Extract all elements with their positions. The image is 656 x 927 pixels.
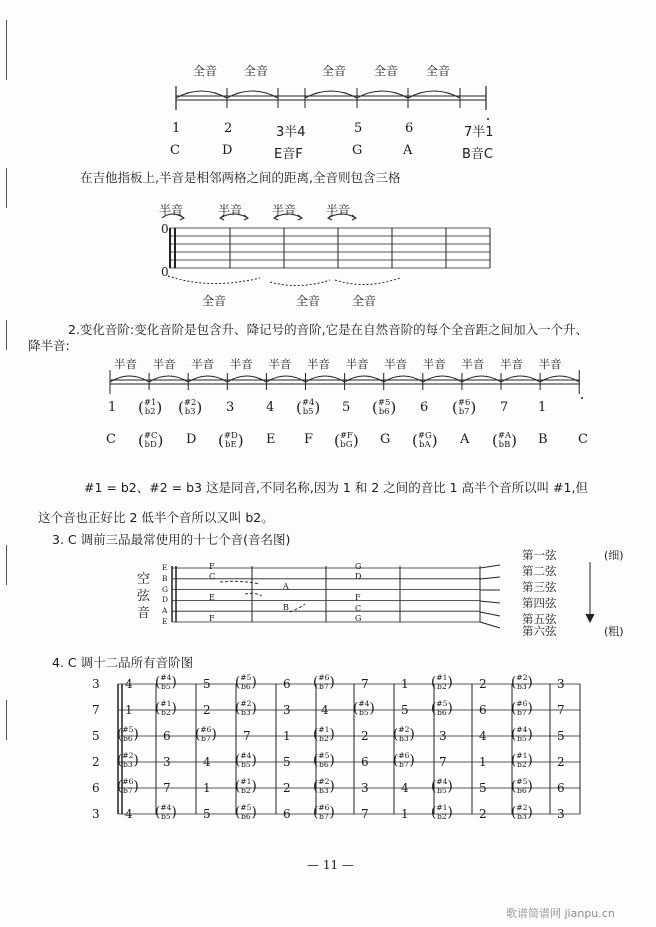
fret-cell: 3 <box>283 703 291 717</box>
fret-cell: 1 <box>203 781 211 795</box>
fret-cell: ( #5 b6 ) <box>313 751 335 769</box>
fret-cell: 2 <box>479 807 487 821</box>
scale-number: 6 <box>405 121 414 136</box>
open-string-number: 5 <box>92 729 100 743</box>
chromatic-note: C <box>578 432 588 447</box>
chromatic-number: ( #4 b5 ) <box>296 397 321 417</box>
string-name-6: 第六弦 <box>522 624 557 638</box>
fret-cell: 6 <box>283 677 291 691</box>
open-string-number: 7 <box>92 703 100 717</box>
chromatic-note: C <box>106 432 116 447</box>
fret-cell: ( #2 b3 ) <box>235 699 257 717</box>
fret-cell: ( #2 b3 ) <box>511 673 533 691</box>
fret-cell: ( #1 b2 ) <box>511 751 533 769</box>
half-label: 半音 <box>272 203 297 217</box>
open-string-number: 3 <box>92 807 100 821</box>
string-name-3: 第三弦 <box>522 580 557 594</box>
fret-cell: ( #2 b3 ) <box>511 803 533 821</box>
fret-cell: ( #1 b2 ) <box>155 699 177 717</box>
chromatic-note: ( #D bE ) <box>218 430 244 450</box>
chromatic-note: ( #G bA ) <box>412 430 438 450</box>
string-name-5: 第五弦 <box>522 612 557 626</box>
fret-cell: 4 <box>125 677 133 691</box>
note-name: A <box>403 143 413 158</box>
half-label: 半音 <box>422 357 446 371</box>
binding-mark <box>6 168 7 208</box>
fret-cell: 5 <box>557 729 565 743</box>
fret-note: C <box>209 572 216 581</box>
side-label: 弦 <box>137 589 151 604</box>
note-name: E音F <box>274 147 303 162</box>
chromatic-number: 1 <box>108 400 117 415</box>
scale-number: 7半1 <box>464 125 494 140</box>
fret-cell: 1 <box>479 755 487 769</box>
open-string-note: E <box>162 563 168 572</box>
string-name-1: 第一弦 <box>522 548 557 562</box>
chromatic-number: ( #1 b2 ) <box>138 397 163 417</box>
fret-cell: 5 <box>203 807 211 821</box>
open-string-note: G <box>162 584 168 594</box>
half-label: 半音 <box>345 357 369 371</box>
note-name: G <box>352 143 363 158</box>
open-string-note: D <box>162 595 169 605</box>
fret-cell: ( #4 b5 ) <box>235 751 257 769</box>
chromatic-number: ( #6 b7 ) <box>452 397 477 417</box>
fret-cell: 3 <box>557 677 565 691</box>
fret-cell: 2 <box>283 781 291 795</box>
chromatic-staff <box>106 368 586 398</box>
fret-cell: ( #4 b5 ) <box>155 673 177 691</box>
fret-cell: ( #4 b5 ) <box>511 725 533 743</box>
fret-cell: 2 <box>479 677 487 691</box>
fret-cell: ( #6 b7 ) <box>195 725 217 743</box>
fret-cell: 4 <box>401 781 409 795</box>
fret-cell: ( #5 b6 ) <box>235 803 257 821</box>
fret-note: A <box>283 582 289 591</box>
chromatic-number: 7 <box>500 400 509 415</box>
chromatic-note: B <box>538 432 548 447</box>
high-dot <box>487 118 489 120</box>
chromatic-note: A <box>460 432 470 447</box>
whole-label: 全音 <box>426 64 451 78</box>
fret-cell: 7 <box>557 703 565 717</box>
whole-label: 全音 <box>374 64 399 78</box>
fret-cell: 6 <box>361 755 369 769</box>
fret-cell: ( #6 b7 ) <box>511 699 533 717</box>
fret-cell: ( #5 b6 ) <box>431 699 453 717</box>
whole-tone-staff <box>170 78 490 118</box>
chromatic-note: ( #C bD ) <box>138 430 164 450</box>
whole-label: 全音 <box>193 64 218 78</box>
whole-label: 全音 <box>296 294 321 308</box>
fret-cell: 2 <box>203 703 211 717</box>
half-label: 半音 <box>461 357 485 371</box>
chromatic-number: 3 <box>226 400 235 415</box>
fret-note: D <box>355 572 362 581</box>
half-label: 半音 <box>191 357 215 371</box>
scale-number: 2 <box>224 121 233 136</box>
fret-note: F <box>209 562 215 571</box>
whole-label: 全音 <box>244 64 269 78</box>
page-number: — 11 — <box>307 858 354 872</box>
fretboard-explanation: 在吉他指板上,半音是相邻两格之间的距离,全音则包含三格 <box>80 170 401 185</box>
open-string-note: B <box>162 573 168 583</box>
fret-cell: 7 <box>361 807 369 821</box>
half-label: 半音 <box>538 357 562 371</box>
half-label: 半音 <box>326 203 351 217</box>
chromatic-number: 5 <box>342 400 351 415</box>
fret-cell: 7 <box>361 677 369 691</box>
fret-cell: 2 <box>557 755 565 769</box>
zero-label: 0 <box>161 265 169 279</box>
fret-cell: 7 <box>439 755 447 769</box>
half-label: 半音 <box>268 357 292 371</box>
fret-cell: 1 <box>283 729 291 743</box>
fret-cell: ( #4 b5 ) <box>155 803 177 821</box>
note-name: D <box>222 143 233 158</box>
fret-note: E <box>209 593 215 602</box>
fret-cell: ( #5 b6 ) <box>235 673 257 691</box>
fret-cell: ( #1 b2 ) <box>431 673 453 691</box>
fret-note: C <box>355 604 362 613</box>
fret-cell: ( #1 b2 ) <box>235 777 257 795</box>
fret-cell: 6 <box>163 729 171 743</box>
fret-cell: 1 <box>125 703 133 717</box>
fret-cell: ( #2 b3 ) <box>117 751 139 769</box>
fret-cell: ( #6 b7 ) <box>313 673 335 691</box>
fret-cell: 5 <box>283 755 291 769</box>
fret-cell: 3 <box>557 807 565 821</box>
fret-cell: 3 <box>361 781 369 795</box>
fret-note: B <box>283 603 289 612</box>
open-string-number: 2 <box>92 755 100 769</box>
fret-cell: 7 <box>163 781 171 795</box>
fret-note: F <box>355 593 361 602</box>
string-name-4: 第四弦 <box>522 596 557 610</box>
fret-cell: ( #4 b5 ) <box>431 777 453 795</box>
half-label: 半音 <box>500 357 523 371</box>
fret-cell: 5 <box>479 781 487 795</box>
half-label: 半音 <box>307 357 330 371</box>
string-name-2: 第二弦 <box>522 564 557 578</box>
chromatic-note: E <box>266 432 276 447</box>
fret-cell: ( #2 b3 ) <box>313 777 335 795</box>
scale-number: 1 <box>172 121 181 136</box>
fret-cell: 4 <box>125 807 133 821</box>
chromatic-note: ( #F bG ) <box>334 430 359 450</box>
half-label: 半音 <box>152 357 176 371</box>
fret-cell: ( #1 b2 ) <box>431 803 453 821</box>
fret-cell: ( #4 b5 ) <box>353 699 375 717</box>
fret-note: G <box>355 614 362 623</box>
section2-heading-cont: 降半音: <box>28 338 70 353</box>
fret-cell: 1 <box>401 677 409 691</box>
fret-cell: ( #1 b2 ) <box>313 725 335 743</box>
chromatic-note: D <box>186 432 197 447</box>
binding-mark <box>6 700 7 740</box>
open-string-note: A <box>162 606 168 616</box>
chromatic-number: 6 <box>420 400 429 415</box>
thin-label: (细) <box>604 549 624 562</box>
section4-title: 4. C 调十二品所有音阶图 <box>52 655 194 670</box>
chromatic-number: 1 <box>538 400 547 415</box>
high-dot <box>581 397 583 399</box>
fret-cell: 1 <box>401 807 409 821</box>
chromatic-number: 4 <box>266 400 275 415</box>
fret-cell: 6 <box>283 807 291 821</box>
whole-label: 全音 <box>202 294 227 308</box>
chromatic-note: ( #A bB ) <box>492 430 517 450</box>
fret-cell: ( #6 b7 ) <box>313 803 335 821</box>
fretboard-grid <box>150 210 495 295</box>
binding-mark <box>6 20 7 80</box>
fret-cell: ( #6 b7 ) <box>117 777 139 795</box>
half-label: 半音 <box>114 357 137 371</box>
open-string-number: 6 <box>92 781 100 795</box>
whole-label: 全音 <box>352 294 377 308</box>
enharmonic-explanation: #1 = b2、#2 = b3 这是同音,不同名称,因为 1 和 2 之间的音比 1 高半个音所以叫 #1,但 <box>84 480 588 495</box>
watermark: 歌谱简谱网 jianpu.cn <box>506 907 615 920</box>
section2-heading: 2.变化音阶:变化音阶是包含升、降记号的音阶,它是在自然音阶的每个全音距之间加入一个升、 <box>68 322 589 337</box>
enharmonic-explanation-cont: 这个音也正好比 2 低半个音所以又叫 b2。 <box>38 510 274 525</box>
open-string-number: 3 <box>92 677 100 691</box>
whole-label: 全音 <box>322 64 347 78</box>
fret-cell: 5 <box>203 677 211 691</box>
scale-number: 5 <box>354 121 363 136</box>
thick-label: (粗) <box>604 625 624 638</box>
fret-cell: ( #5 b6 ) <box>511 777 533 795</box>
fret-cell: 6 <box>557 781 565 795</box>
open-string-note: E <box>162 617 168 626</box>
fret-cell: 7 <box>243 729 251 743</box>
note-name: B音C <box>462 147 493 162</box>
chromatic-note: F <box>304 432 314 447</box>
fret-cell: 3 <box>163 755 171 769</box>
scale-number: 3半4 <box>276 125 306 140</box>
section3-title: 3. C 调前三品最常使用的十七个音(音名图) <box>52 532 291 547</box>
fret-cell: 2 <box>361 729 369 743</box>
fret-cell: 5 <box>401 703 409 717</box>
three-fret-grid <box>150 560 510 630</box>
fret-cell: ( #2 b3 ) <box>393 725 415 743</box>
half-label: 半音 <box>384 357 408 371</box>
fret-note: F <box>209 614 215 623</box>
chromatic-note: G <box>380 432 391 447</box>
fret-note: G <box>355 562 362 571</box>
side-label: 音 <box>137 606 151 621</box>
half-label: 半音 <box>159 203 184 217</box>
fret-cell: 6 <box>479 703 487 717</box>
binding-mark <box>6 545 7 585</box>
chromatic-number: ( #2 b3 ) <box>178 397 203 417</box>
side-label: 空 <box>137 572 151 587</box>
arrow-down-icon <box>583 560 597 624</box>
fret-cell: 4 <box>321 703 329 717</box>
binding-mark <box>6 320 7 350</box>
chromatic-number: ( #5 b6 ) <box>372 397 397 417</box>
fret-cell: ( #5 b6 ) <box>117 725 139 743</box>
half-label: 半音 <box>218 203 243 217</box>
zero-label: 0 <box>161 222 169 236</box>
fret-cell: ( #6 b7 ) <box>393 751 415 769</box>
fret-cell: 3 <box>439 729 447 743</box>
fret-cell: 4 <box>479 729 487 743</box>
half-label: 半音 <box>229 357 253 371</box>
fret-cell: 4 <box>203 755 211 769</box>
note-name: C <box>170 143 180 158</box>
